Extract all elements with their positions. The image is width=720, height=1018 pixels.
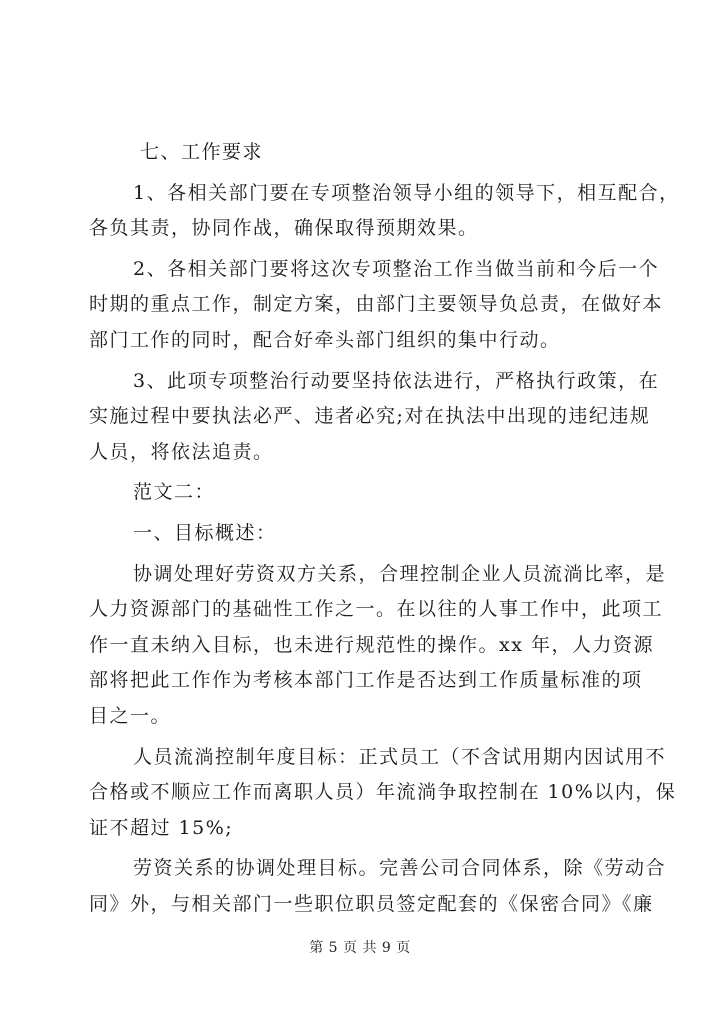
text-line: 部将把此工作作为考核本部门工作是否达到工作质量标准的项 <box>89 669 643 692</box>
document-body <box>89 135 680 927</box>
text-line: 各负其责，协同作战，确保取得预期效果。 <box>89 217 479 240</box>
page-footer <box>0 937 720 957</box>
section-heading <box>133 475 633 511</box>
text-line: 同》外，与相关部门一些职位职员签定配套的《保密合同》《廉 <box>89 892 654 915</box>
text-line: 目之一。 <box>89 704 172 727</box>
text-line: 范文二： <box>133 481 216 504</box>
paragraph <box>89 252 664 359</box>
paragraph <box>89 851 667 922</box>
text-line: 人员，将依法追责。 <box>89 440 274 463</box>
text-line: 2、各相关部门要将这次专项整治工作当做当前和今后一个 <box>133 257 660 280</box>
text-line: 时期的重点工作，制定方案，由部门主要领导负总责，在做好本 <box>89 293 664 316</box>
page-number: 第 5 页 共 9 页 <box>309 940 411 956</box>
text-line: 劳资关系的协调处理目标。完善公司合同体系，除《劳动合 <box>133 857 667 880</box>
paragraph <box>89 740 677 847</box>
text-line: 协调处理好劳资双方关系，合理控制企业人员流淌比率，是 <box>133 562 667 585</box>
text-line: 七、工作要求 <box>140 141 264 163</box>
text-line: 作一直未纳入目标，也未进行规范性的操作。xx 年，人力资源 <box>89 633 654 656</box>
text-line: 人力资源部门的基础性工作之一。在以往的人事工作中，此项工 <box>89 598 664 621</box>
paragraph <box>89 557 667 735</box>
section-heading <box>133 135 633 171</box>
text-line: 一、目标概述： <box>133 521 277 544</box>
paragraph <box>89 176 680 247</box>
text-line: 证不超过 15%; <box>89 816 234 839</box>
text-line: 人员流淌控制年度目标：正式员工（不含试用期内因试用不 <box>133 745 667 768</box>
section-heading <box>133 516 633 552</box>
text-line: 部门工作的同时，配合好牵头部门组织的集中行动。 <box>89 328 561 351</box>
text-line: 合格或不顺应工作而离职人员）年流淌争取控制在 10%以内，保 <box>89 781 677 804</box>
text-line: 1、各相关部门要在专项整治领导小组的领导下，相互配合， <box>133 181 680 204</box>
paragraph <box>89 364 660 471</box>
text-line: 实施过程中要执法必严、违者必究;对在执法中出现的违纪违规 <box>89 405 651 428</box>
text-line: 3、此项专项整治行动要坚持依法进行，严格执行政策，在 <box>133 369 660 392</box>
